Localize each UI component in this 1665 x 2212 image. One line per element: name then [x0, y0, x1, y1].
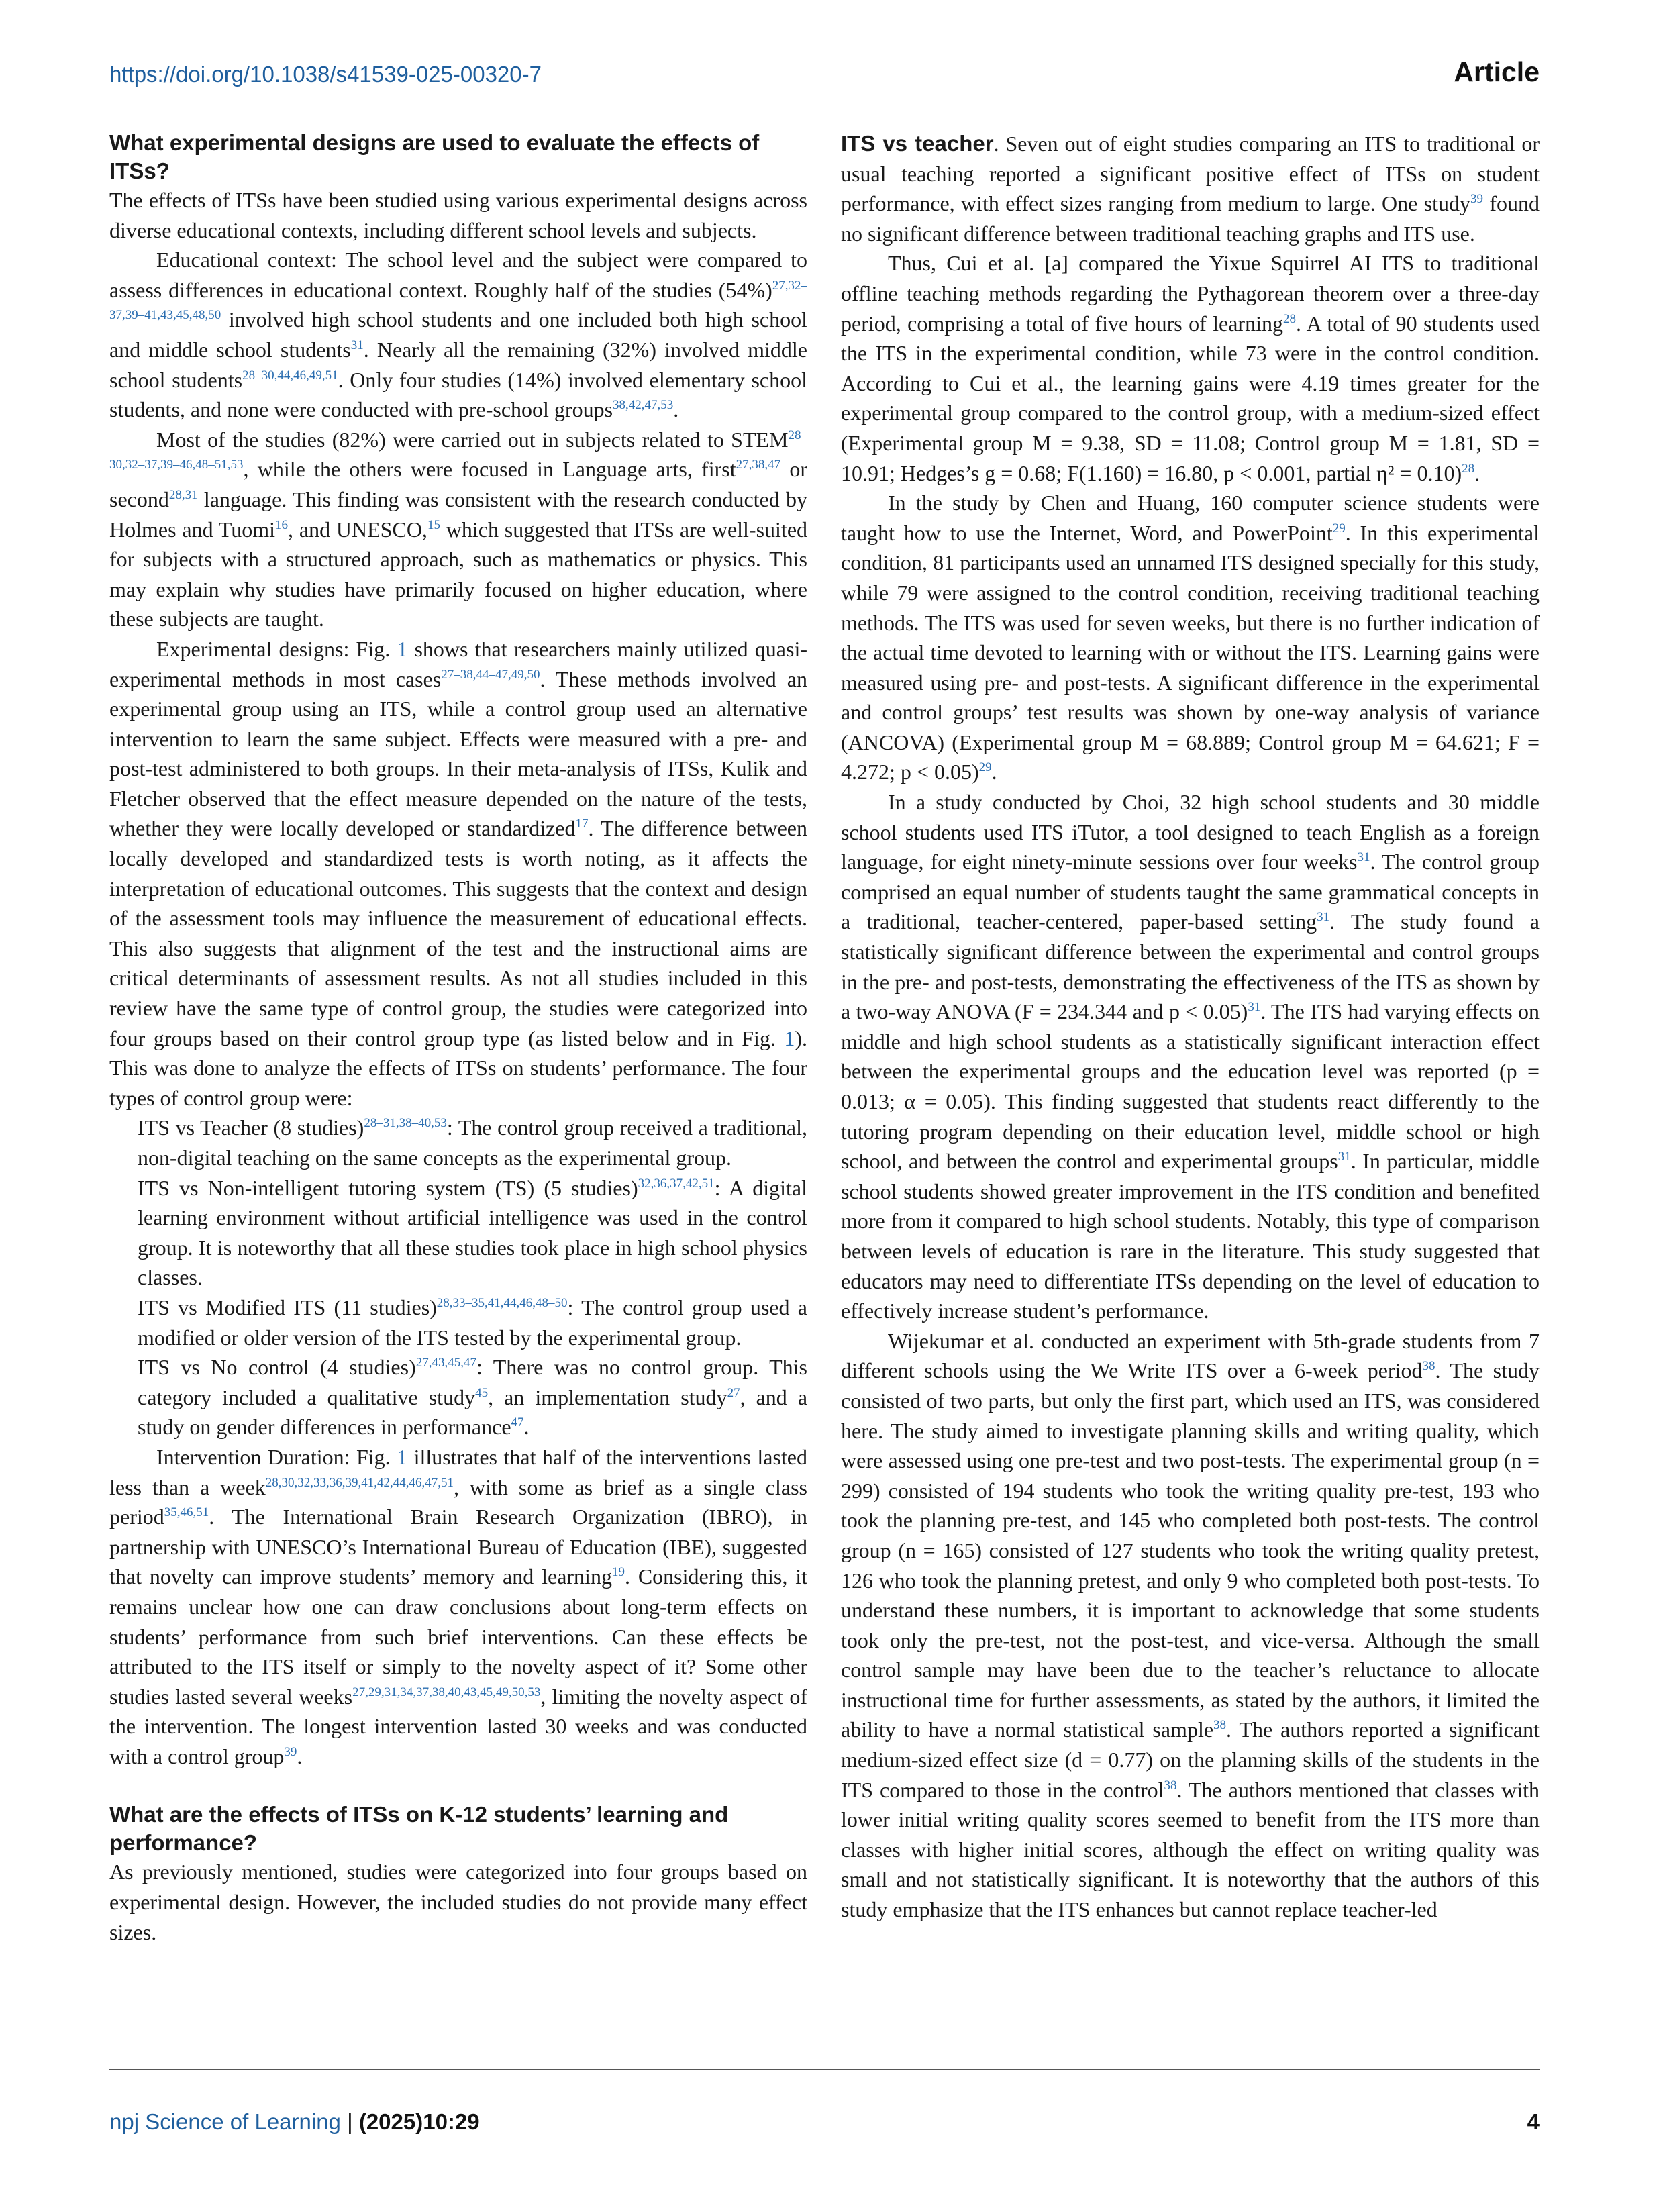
journal-citation: npj Science of Learning | (2025)10:29 — [109, 2109, 480, 2134]
citation-ref[interactable]: 31 — [1317, 910, 1330, 925]
citation-ref[interactable]: 45 — [475, 1385, 489, 1400]
figure-link[interactable]: 1 — [397, 636, 408, 661]
citation-ref[interactable]: 28,30,32,33,36,39,41,42,44,46,47,51 — [265, 1475, 454, 1490]
paragraph-choi-study: In a study conducted by Choi, 32 high school students and 30 middle school students used ITS iTutor, a tool designed to teach English as a foreign language, for eight ninety-minute sessions over four weeks$^{31}$. The control group comprised an equal number of students taught the same grammatical concepts in a traditional, teacher-centered, paper-based setting$^{31}$. The study found a statistically significant difference between the experimental and control groups in the pre- and post-tests, demonstrating the effectiveness of the ITS as shown by a two-way ANOVA (F = 234.344 and p < 0.05)$^{31}$. The ITS had varying effects on middle and high school students as a statistically significant interaction effect between the experimental groups and the education level was reported (p = 0.013; α = 0.05). This finding suggested that students react differently to the tutoring program depending on their education level, middle school or high school, and between the control and experimental groups$^{31}$. In particular, middle school students showed greater improvement in the ITS condition and benefited more from it compared to high school students. Notably, this type of comparison between levels of education is rare in the literature. This study suggested that educators may need to differentiate ITSs depending on the level of education to effectively increase student’s performance. — [841, 790, 1540, 1323]
citation-ref[interactable]: 28 — [1462, 461, 1475, 476]
left-column — [109, 129, 807, 2054]
list-item-its-vs-no-control: ITS vs No control (4 studies)$^{27,43,45,47}$: There was no control group. This category included a qualitative study$^{45}$, an implementation study$^{27}$, and a study on gender differences in performance$^{47}$. — [138, 1355, 807, 1440]
paragraph-wijekumar-study: Wijekumar et al. conducted an experiment with 5th-grade students from 7 different schools using the We Write ITS over a 6-week period$^{38}$. The study consisted of two parts, but only the first part, which used an ITS, was considered here. The study aimed to investigate planning skills and writing quality, which were assessed using one pre-test and two post-tests. The experimental group (n = 299) consisted of 194 students who took the writing quality pre-test, 193 who took the planning pre-test, and 145 who completed both post-tests. The control group (n = 165) consisted of 127 students who took the writing quality pretest, 126 who took the planning pretest, and only 9 who completed both post-tests. To understand these numbers, it is important to acknowledge that some students took only the pre-test, not the post-test, and vice-versa. Although the small control sample may have been due to the teacher’s reluctance to allocate instructional time for further assessments, as stated by the authors, it limited the ability to have a normal statistical sample$^{38}$. The authors reported a significant medium-sized effect size (d = 0.77) on the planning skills of the students in the ITS compared to those in the control$^{38}$. The authors mentioned that classes with lower initial writing quality scores seemed to benefit from the ITS more than classes with higher initial scores, although the effect on writing quality was small and not statistically significant. It is noteworthy that the authors of this study emphasize that the ITS enhances but cannot replace teacher-led — [841, 1328, 1540, 1922]
page-number: 4 — [1527, 2109, 1540, 2134]
run-in-heading: ITS vs teacher — [841, 131, 994, 156]
citation-ref[interactable]: 15 — [427, 517, 440, 532]
citation-ref[interactable]: 28,31 — [168, 488, 198, 503]
list-item-its-vs-modified: ITS vs Modified ITS (11 studies)$^{28,33-35,41,44,46,48-50}$: The control group used a modified or older version of the ITS tested by the experimental group. — [138, 1295, 807, 1350]
citation-ref[interactable]: 28–30,44,46,49,51 — [242, 368, 338, 383]
citation-ref[interactable]: 27,32–37,39–41,43,45,48,50 — [109, 279, 807, 323]
citation-ref[interactable]: 31 — [1248, 1000, 1261, 1015]
citation-ref[interactable]: 38,42,47,53 — [613, 398, 674, 413]
citation-ref[interactable]: 28 — [1282, 311, 1296, 326]
figure-link[interactable]: 1 — [784, 1025, 795, 1050]
citation-ref[interactable]: 38 — [1164, 1778, 1177, 1793]
paragraph-its-vs-teacher: ITS vs teacher. Seven out of eight studies comparing an ITS to traditional or usual teaching reported a significant positive effect of ITSs on student performance, with effect sizes ranging from medium to large. One study$^{39}$ found no significant difference between traditional teaching graphs and ITS use. — [841, 131, 1540, 246]
citation-ref[interactable]: 39 — [284, 1745, 297, 1760]
article-type-label: Article — [1454, 56, 1540, 87]
citation-ref[interactable]: 19 — [611, 1565, 625, 1580]
paragraph-intro: The effects of ITSs have been studied using various experimental designs across diverse educational contexts, including different school levels and subjects. — [109, 188, 807, 242]
section-heading-designs: What experimental designs are used to evaluate the effects of ITSs? — [109, 130, 760, 183]
citation-ref[interactable]: 16 — [275, 517, 289, 532]
citation-ref[interactable]: 28–30,32–37,39–46,48–51,53 — [109, 428, 807, 472]
citation-ref[interactable]: 27,29,31,34,37,38,40,43,45,49,50,53 — [352, 1685, 541, 1699]
citation-ref[interactable]: 28–31,38–40,53 — [364, 1116, 447, 1131]
citation-ref[interactable]: 27–38,44–47,49,50 — [441, 667, 540, 682]
paragraph-effects-intro: As previously mentioned, studies were categorized into four groups based on experimental design. However, the included studies do not provide many effect sizes. — [109, 1860, 807, 1944]
paragraph-chen-huang-study: In the study by Chen and Huang, 160 computer science students were taught how to use the Internet, Word, and PowerPoint$^{29}$. In this experimental condition, 81 participants used an unnamed ITS designed specially for this study, while 79 were assigned to the control condition, receiving traditional teaching methods. The ITS was used for seven weeks, but there is no further indication of the actual time devoted to learning with or without the ITS. Learning gains were measured using pre- and post-tests. A significant difference in the experimental and control groups’ test results was shown by one-way analysis of variance (ANCOVA) (Experimental group M = 68.889; Control group M = 64.621; F = 4.272; p < 0.05)$^{29}$. — [841, 491, 1540, 785]
citation-ref[interactable]: 32,36,37,42,51 — [638, 1176, 715, 1191]
paragraph-cui-study: Thus, Cui et al. [a] compared the Yixue Squirrel AI ITS to traditional offline teaching methods regarding the Pythagorean theorem over a three-day period, comprising a total of five hours of learning$^{28}$. A total of 90 students used the ITS in the experimental condition, while 73 were in the control condition. According to Cui et al., the learning gains were 4.19 times greater for the experimental group compared to the control group, with a medium-sized effect (Experimental group M = 9.38, SD = 11.08; Control group M = 1.81, SD = 10.91; Hedges’s g = 0.68; F(1.160) = 16.80, p < 0.001, partial η² = 0.10)$^{28}$. — [841, 251, 1540, 485]
citation-ref[interactable]: 17 — [575, 817, 589, 832]
paragraph-intervention-duration: Intervention Duration: Fig. 1 illustrates that half of the interventions lasted less than a week$^{28,30,32,33,36,39,41,42,44,46,47,51}$, with some as brief as a single class period$^{35,46,51}$. The International Brain Research Organization (IBRO), in partnership with UNESCO’s International Bureau of Education (IBE), suggested that novelty can improve students’ memory and learning$^{19}$. Considering this, it remains unclear how one can draw conclusions about long-term effects on students’ performance from such brief interventions. Can these effects be attributed to the ITS itself or simply to the novelty aspect of it? Some other studies lasted several weeks$^{27,29,31,34,37,38,40,43,45,49,50,53}$, limiting the novelty aspect of the intervention. The longest intervention lasted 30 weeks and was conducted with a control group$^{39}$. — [109, 1444, 807, 1768]
list-item-its-vs-teacher: ITS vs Teacher (8 studies)$^{28-31,38-40,53}$: The control group received a traditional, non-digital teaching on the same concepts as the experimental group. — [138, 1115, 807, 1170]
citation-ref[interactable]: 38 — [1213, 1718, 1227, 1733]
citation-ref[interactable]: 38 — [1422, 1359, 1435, 1374]
citation-ref[interactable]: 27,43,45,47 — [415, 1356, 476, 1370]
figure-link[interactable]: 1 — [397, 1444, 408, 1469]
citation-ref[interactable]: 27 — [727, 1385, 740, 1400]
doi-link[interactable]: https://doi.org/10.1038/s41539-025-00320-7 — [109, 62, 542, 87]
citation-ref[interactable]: 35,46,51 — [164, 1505, 209, 1520]
citation-ref[interactable]: 28,33–35,41,44,46,48–50 — [436, 1296, 568, 1311]
citation-ref[interactable]: 31 — [350, 338, 364, 353]
citation-ref[interactable]: 31 — [1357, 850, 1370, 865]
section-heading-effects: What are the effects of ITSs on K-12 students’ learning and performance? — [109, 1802, 729, 1856]
page-header — [109, 56, 1540, 110]
citation-ref[interactable]: 31 — [1338, 1150, 1351, 1164]
paragraph-experimental-designs: Experimental designs: Fig. 1 shows that researchers mainly utilized quasi-experimental methods in most cases$^{27-38,44-47,49,50}$. These methods involved an experimental group using an ITS, while a control group used an alternative intervention to learn the same subject. Effects were measured with a pre- and post-test administered to both groups. In their meta-analysis of ITSs, Kulik and Fletcher observed that the effect measure depended on the nature of the tests, whether they were locally developed or standardized$^{17}$. The difference between locally developed and standardized tests is worth noting, as it affects the interpretation of educational outcomes. This suggests that the context and design of the assessment tools may influence the measurement of educational effects. This also suggests that alignment of the test and the instructional aims are critical determinants of assessment results. As not all studies included in this review have the same type of control group, the studies were categorized into four groups based on their control group type (as listed below and in Fig. 1). This was done to analyze the effects of ITSs on students’ performance. The four types of control group were: — [109, 636, 807, 1110]
page-footer — [109, 2069, 1540, 2134]
list-item-its-vs-ts: ITS vs Non-intelligent tutoring system (TS) (5 studies)$^{32,36,37,42,51}$: A digital learning environment without artificial intelligence was used in the control group. It is noteworthy that all these studies took place in high school physics classes. — [138, 1175, 807, 1290]
right-column — [841, 129, 1540, 2054]
citation-ref[interactable]: 47 — [511, 1415, 524, 1430]
paragraph-educational-context: Educational context: The school level and the subject were compared to assess differences in educational context. Roughly half of the studies (54%)$^{27,32-37,39-41,43,45,48,50}$ involved high school students and one included both high school and middle school students$^{31}$. Nearly all the remaining (32%) involved middle school students$^{28-30,44,46,49,51}$. Only four studies (14%) involved elementary school students, and none were conducted with pre-school groups$^{38,42,47,53}$. — [109, 248, 807, 422]
citation-ref[interactable]: 29 — [1332, 521, 1346, 536]
paragraph-subjects: Most of the studies (82%) were carried out in subjects related to STEM$^{28-30,32-37,39-46,48-51,53}$, while the others were focused in Language arts, first$^{27,38,47}$ or second$^{28,31}$ language. This finding was consistent with the research conducted by Holmes and Tuomi$^{16}$, and UNESCO,$^{15}$ which suggested that ITSs are well-suited for subjects with a structured approach, such as mathematics or physics. This may explain why studies have primarily focused on higher education, where these subjects are taught. — [109, 427, 807, 632]
journal-issue: (2025)10:29 — [358, 2109, 480, 2134]
citation-ref[interactable]: 39 — [1470, 192, 1484, 207]
journal-name[interactable]: npj Science of Learning — [109, 2109, 341, 2134]
citation-ref[interactable]: 27,38,47 — [736, 458, 781, 472]
citation-ref[interactable]: 29 — [978, 760, 992, 775]
